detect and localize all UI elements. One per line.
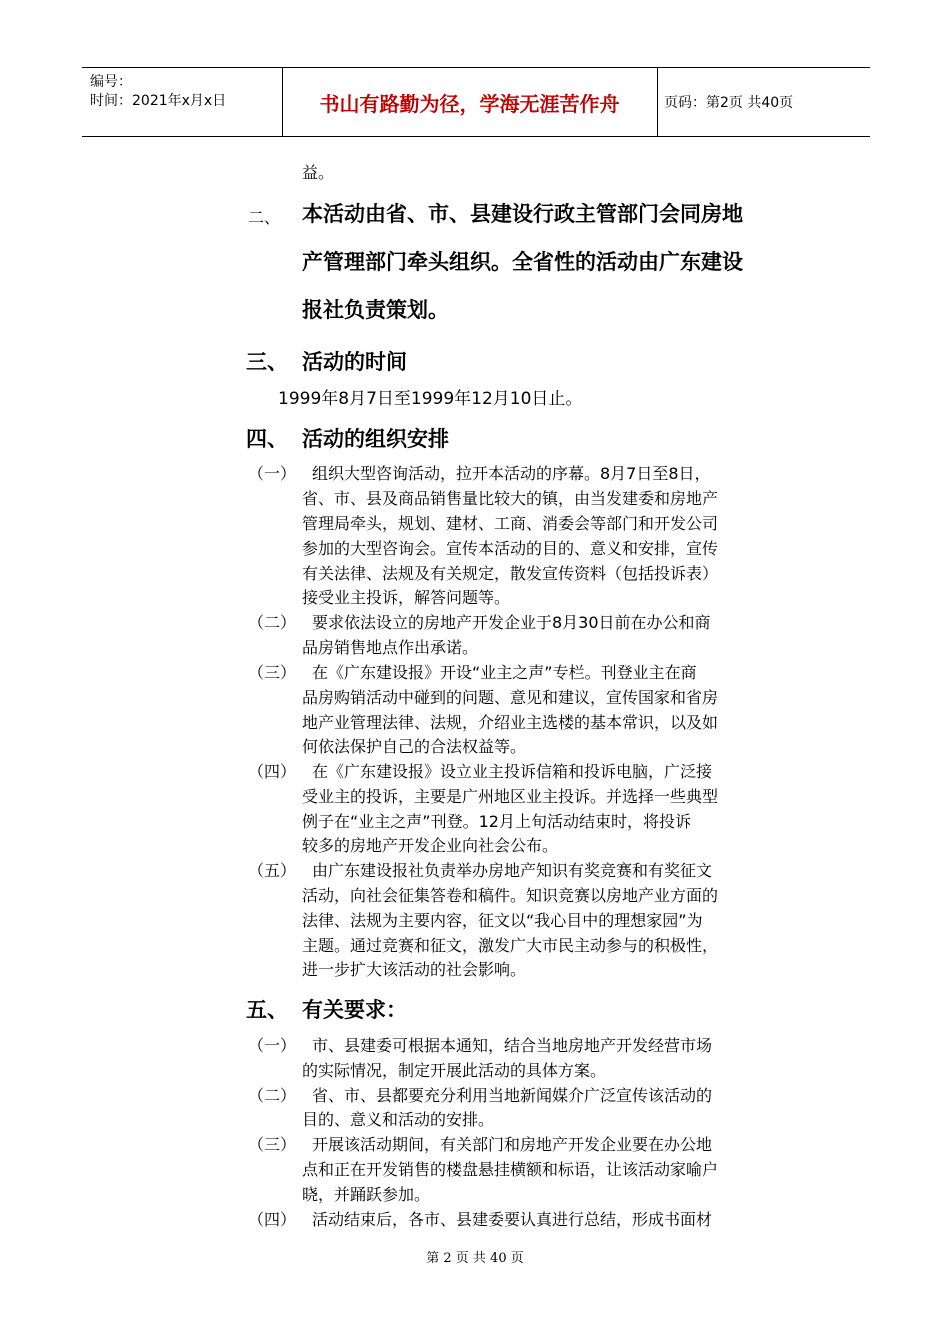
list-item-line: 接受业主投诉，解答问题等。 bbox=[302, 588, 511, 607]
list-item-line: 法律、法规为主要内容，征文以“我心目中的理想家园”为 bbox=[302, 911, 703, 930]
list-item-line: 点和正在开发销售的楼盘悬挂横额和标语，让该活动家喻户 bbox=[302, 1160, 719, 1179]
list-item-line: 受业主的投诉，主要是广州地区业主投诉。并选择一些典型 bbox=[302, 787, 719, 806]
list-item-line: 参加的大型咨询会。宣传本活动的目的、意义和安排，宣传 bbox=[302, 539, 719, 558]
list-item-line: 何依法保护自己的合法权益等。 bbox=[302, 737, 527, 756]
list-item-line: 组织大型咨询活动，拉开本活动的序幕。8月7日至8日， bbox=[312, 464, 711, 483]
list-item-line: 在《广东建设报》开设“业主之声”专栏。刊登业主在商 bbox=[312, 663, 697, 682]
continuation-text: 益。 bbox=[302, 163, 335, 182]
section-4-title: 活动的组织安排 bbox=[302, 427, 449, 451]
list-item-number: （四） bbox=[248, 762, 297, 781]
list-item-line: 目的、意义和活动的安排。 bbox=[302, 1110, 495, 1129]
list-item-line: 品房销售地点作出承诺。 bbox=[302, 638, 479, 657]
list-item-number: （一） bbox=[248, 464, 297, 483]
list-item-line: 在《广东建设报》设立业主投诉信箱和投诉电脑，广泛接 bbox=[312, 762, 713, 781]
list-item-line: 活动结束后，各市、县建委要认真进行总结，形成书面材 bbox=[312, 1210, 713, 1229]
list-item-line: 开展该活动期间，有关部门和房地产开发企业要在办公地 bbox=[312, 1135, 713, 1154]
list-item-line: 由广东建设报社负责举办房地产知识有奖竞赛和有奖征文 bbox=[312, 861, 713, 880]
header-divider bbox=[657, 68, 658, 136]
page-footer: 第 2 页 共 40 页 bbox=[426, 1251, 524, 1266]
list-item-line: 市、县建委可根据本通知，结合当地房地产开发经营市场 bbox=[312, 1036, 713, 1055]
section-2-line: 产管理部门牵头组织。全省性的活动由广东建设 bbox=[302, 250, 743, 274]
list-item-line: 活动，向社会征集答卷和稿件。知识竞赛以房地产业方面的 bbox=[302, 886, 719, 905]
list-item-number: （二） bbox=[248, 613, 297, 632]
list-item-line: 要求依法设立的房地产开发企业于8月30日前在办公和商 bbox=[312, 613, 711, 632]
section-2-line: 报社负责策划。 bbox=[302, 298, 449, 322]
list-item-number: （五） bbox=[248, 861, 297, 880]
list-item-line: 例子在“业主之声”刊登。12月上旬活动结束时，将投诉 bbox=[302, 812, 691, 831]
section-5-number: 五、 bbox=[246, 998, 288, 1022]
list-item-number: （一） bbox=[248, 1036, 297, 1055]
list-item-line: 有关法律、法规及有关规定，散发宣传资料（包括投诉表） bbox=[302, 564, 719, 583]
code-label: 编号： bbox=[90, 74, 132, 90]
header-motto: 书山有路勤为径，学海无涯苦作舟 bbox=[319, 91, 620, 116]
page-header bbox=[82, 67, 870, 137]
list-item-line: 管理局牵头，规划、建材、工商、消委会等部门和开发公司 bbox=[302, 514, 719, 533]
list-item-number: （四） bbox=[248, 1210, 297, 1229]
list-item-line: 进一步扩大该活动的社会影响。 bbox=[302, 960, 527, 979]
section-2-number: 二、 bbox=[248, 208, 281, 227]
time-label: 时间：2021年x月x日 bbox=[90, 93, 227, 109]
list-item-line: 省、市、县及商品销售量比较大的镇，由当发建委和房地产 bbox=[302, 489, 719, 508]
list-item-line: 晓，并踊跃参加。 bbox=[302, 1185, 431, 1204]
section-3-number: 三、 bbox=[246, 350, 288, 374]
header-meta bbox=[90, 73, 226, 111]
list-item-line: 较多的房地产开发企业向社会公布。 bbox=[302, 836, 559, 855]
section-4-number: 四、 bbox=[246, 427, 288, 451]
header-page-info: 页码：第2页 共40页 bbox=[664, 95, 794, 111]
section-3-title: 活动的时间 bbox=[302, 350, 407, 374]
list-item-line: 地产业管理法律、法规，介绍业主选楼的基本常识，以及如 bbox=[302, 713, 719, 732]
section-3-text: 1999年8月7日至1999年12月10日止。 bbox=[278, 389, 583, 409]
list-item-line: 品房购销活动中碰到的问题、意见和建议，宣传国家和省房 bbox=[302, 688, 719, 707]
list-item-number: （三） bbox=[248, 1135, 297, 1154]
section-5-title: 有关要求： bbox=[302, 998, 407, 1022]
list-item-line: 主题。通过竞赛和征文，激发广大市民主动参与的积极性， bbox=[302, 936, 719, 955]
list-item-number: （三） bbox=[248, 663, 297, 682]
list-item-number: （二） bbox=[248, 1086, 297, 1105]
list-item-line: 的实际情况，制定开展此活动的具体方案。 bbox=[302, 1061, 607, 1080]
list-item-line: 省、市、县都要充分利用当地新闻媒介广泛宣传该活动的 bbox=[312, 1086, 713, 1105]
section-2-line: 本活动由省、市、县建设行政主管部门会同房地 bbox=[302, 202, 743, 226]
